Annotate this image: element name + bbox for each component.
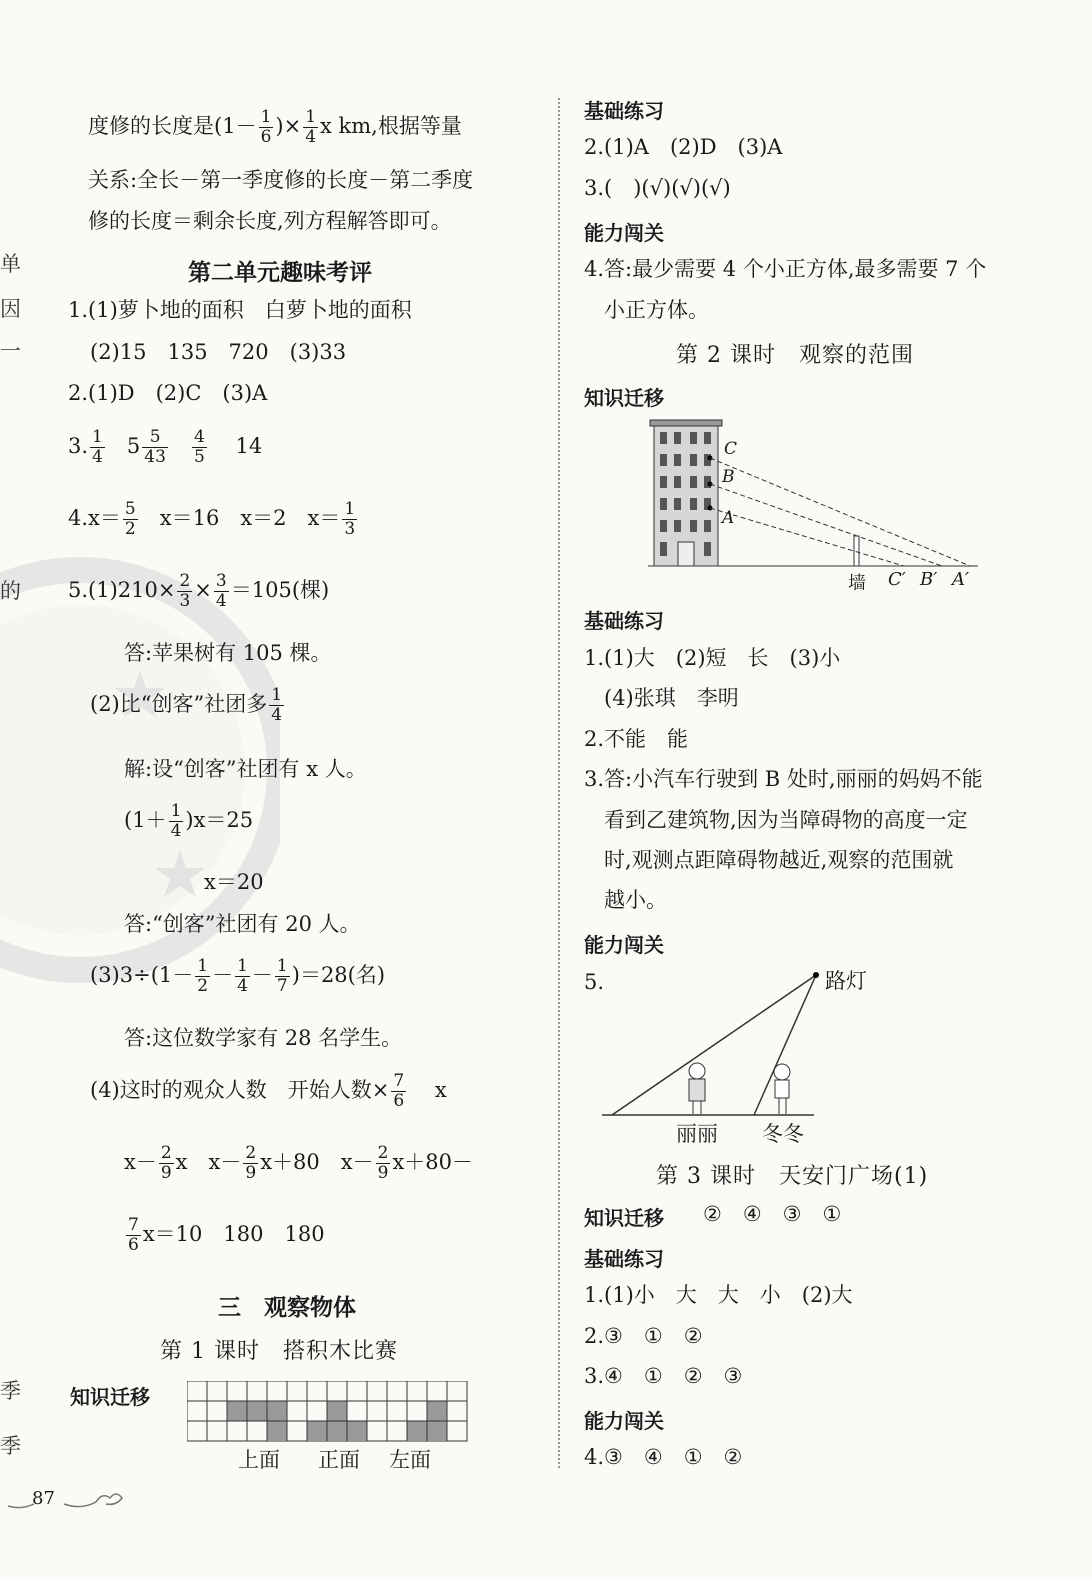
s-q3-line-d: 越小。 — [604, 888, 667, 912]
edge-char-6: 季 — [0, 1434, 21, 1458]
edge-char-3: 一 — [0, 339, 21, 363]
grid-label-left: 左面 — [389, 1448, 431, 1472]
section-nengli-3: 能力闯关 — [584, 1409, 664, 1433]
t-q3-answers: 3.④ ① ② ③ — [584, 1364, 743, 1388]
fig-point-c-prime: C′ — [888, 569, 906, 590]
section-nengli-2: 能力闯关 — [584, 933, 664, 957]
q5-4-line: (4)这时的观众人数 开始人数× $\frac{7}{6}$ x — [90, 1071, 447, 1111]
q5-1-equation: 5.(1)210× $\frac{2}{3}$ × $\frac{3}{4}$ ＝105(棵) — [68, 571, 330, 611]
s-q5-label: 5. — [584, 970, 605, 994]
r-q2-answers: 2.(1)A (2)D (3)A — [584, 135, 783, 159]
column-divider — [558, 98, 560, 1468]
kid-label-lili: 丽丽 — [676, 1122, 718, 1146]
lamp-label: 路灯 — [825, 969, 867, 993]
fig-point-b: B — [722, 467, 735, 487]
fig-wall-label: 墙 — [848, 573, 866, 594]
section-nengli-1: 能力闯关 — [584, 221, 664, 245]
section-jichu-2: 基础练习 — [584, 609, 664, 633]
page-number: 87 — [32, 1488, 55, 1509]
fig-point-a: A — [722, 508, 735, 528]
q5-2-answer: 答:“创客”社团有 20 人。 — [124, 912, 361, 936]
section-jichu-1: 基础练习 — [584, 99, 664, 123]
cloud-ornament-icon — [6, 1486, 126, 1512]
continuation-line-1: 度修的长度是(1－ $\frac{1}{6}$ )× $\frac{1}{4}$ x km,根据等量 — [88, 107, 462, 147]
q5-4-final: $\frac{7}{6}$ x＝10 180 180 — [128, 1215, 325, 1255]
t-q4-answers: 4.③ ④ ① ② — [584, 1445, 743, 1469]
q5-4-expressions: x－ $\frac{2}{9}$ x x－ $\frac{2}{9}$ x＋80 x－ $\frac{2}{9}$ x＋80－ — [124, 1143, 474, 1183]
s-q3-line-c: 时,观测点距障碍物越近,观察的范围就 — [604, 848, 954, 872]
q2-answers: 2.(1)D (2)C (3)A — [68, 381, 268, 405]
s-q1-line-a: 1.(1)大 (2)短 长 (3)小 — [584, 646, 841, 670]
t-q1-answers: 1.(1)小 大 大 小 (2)大 — [584, 1283, 853, 1307]
section-zhishi-3: 知识迁移 — [584, 1206, 664, 1230]
q4-answers: 4.x＝ $\frac{5}{2}$ x＝16 x＝2 x＝ $\frac{1}{3}$ — [68, 499, 356, 539]
edge-char-5: 季 — [0, 1379, 21, 1403]
chapter-title: 三 观察物体 — [218, 1295, 356, 1321]
unit-title: 第二单元趣味考评 — [188, 260, 372, 286]
s-q2-answers: 2.不能 能 — [584, 727, 689, 751]
edge-char-1: 单 — [0, 252, 21, 276]
lesson-2-title: 第 2 课时 观察的范围 — [676, 343, 914, 368]
zhishi-3-answers: ② ④ ③ ① — [703, 1202, 842, 1226]
lesson-3-title: 第 3 课时 天安门广场(1) — [656, 1164, 929, 1189]
grid-label-front: 正面 — [318, 1448, 360, 1472]
fig-point-a-prime: A′ — [952, 569, 970, 590]
kid-label-dongdong: 冬冬 — [762, 1122, 804, 1146]
q1-line-b: (2)15 135 720 (3)33 — [90, 340, 347, 364]
r-q4-line-b: 小正方体。 — [604, 298, 709, 322]
edge-char-4: 的 — [0, 579, 21, 603]
section-zhishi-2: 知识迁移 — [584, 386, 664, 410]
q5-2-solve: 解:设“创客”社团有 x 人。 — [124, 757, 367, 781]
section-jichu-3: 基础练习 — [584, 1247, 664, 1271]
grid-label-top: 上面 — [238, 1448, 280, 1472]
q5-3-answer: 答:这位数学家有 28 名学生。 — [124, 1026, 403, 1050]
q5-2-line: (2)比“创客”社团多 $\frac{1}{4}$ — [90, 685, 283, 725]
s-q3-line-a: 3.答:小汽车行驶到 B 处时,丽丽的妈妈不能 — [584, 767, 983, 791]
q5-3-equation: (3)3÷(1－ $\frac{1}{2}$ － $\frac{1}{4}$ － $\frac{1}{7}$ )＝28(名) — [90, 956, 386, 996]
q5-1-answer: 答:苹果树有 105 棵。 — [124, 641, 332, 665]
s-q3-line-b: 看到乙建筑物,因为当障碍物的高度一定 — [604, 808, 968, 832]
s-q1-line-b: (4)张琪 李明 — [604, 686, 739, 710]
r-q4-line-a: 4.答:最少需要 4 个小正方体,最多需要 7 个 — [584, 257, 987, 281]
continuation-line-3: 修的长度＝剩余长度,列方程解答即可。 — [88, 209, 452, 233]
r-q3-answers: 3.( )(√)(√)(√) — [584, 176, 731, 200]
edge-char-2: 因 — [0, 297, 21, 321]
continuation-line-2: 关系:全长－第一季度修的长度－第二季度 — [88, 168, 474, 192]
block-view-grid — [187, 1381, 471, 1443]
fig-point-c: C — [724, 439, 738, 459]
q5-2-equation: (1＋ $\frac{1}{4}$ )x＝25 — [124, 801, 254, 841]
section-zhishi-1: 知识迁移 — [70, 1385, 150, 1409]
t-q2-answers: 2.③ ① ② — [584, 1324, 703, 1348]
q5-2-result: x＝20 — [204, 870, 264, 894]
q3-answers: 3. $\frac{1}{4}$ 5 $\frac{5}{43}$ $\frac{4}{5}$ 14 — [68, 427, 263, 467]
lesson-1-title: 第 1 课时 搭积木比赛 — [160, 1339, 398, 1364]
lamp-shadow-diagram — [600, 965, 830, 1125]
fig-point-b-prime: B′ — [920, 569, 938, 590]
q1-line-a: 1.(1)萝卜地的面积 白萝卜地的面积 — [68, 298, 412, 322]
